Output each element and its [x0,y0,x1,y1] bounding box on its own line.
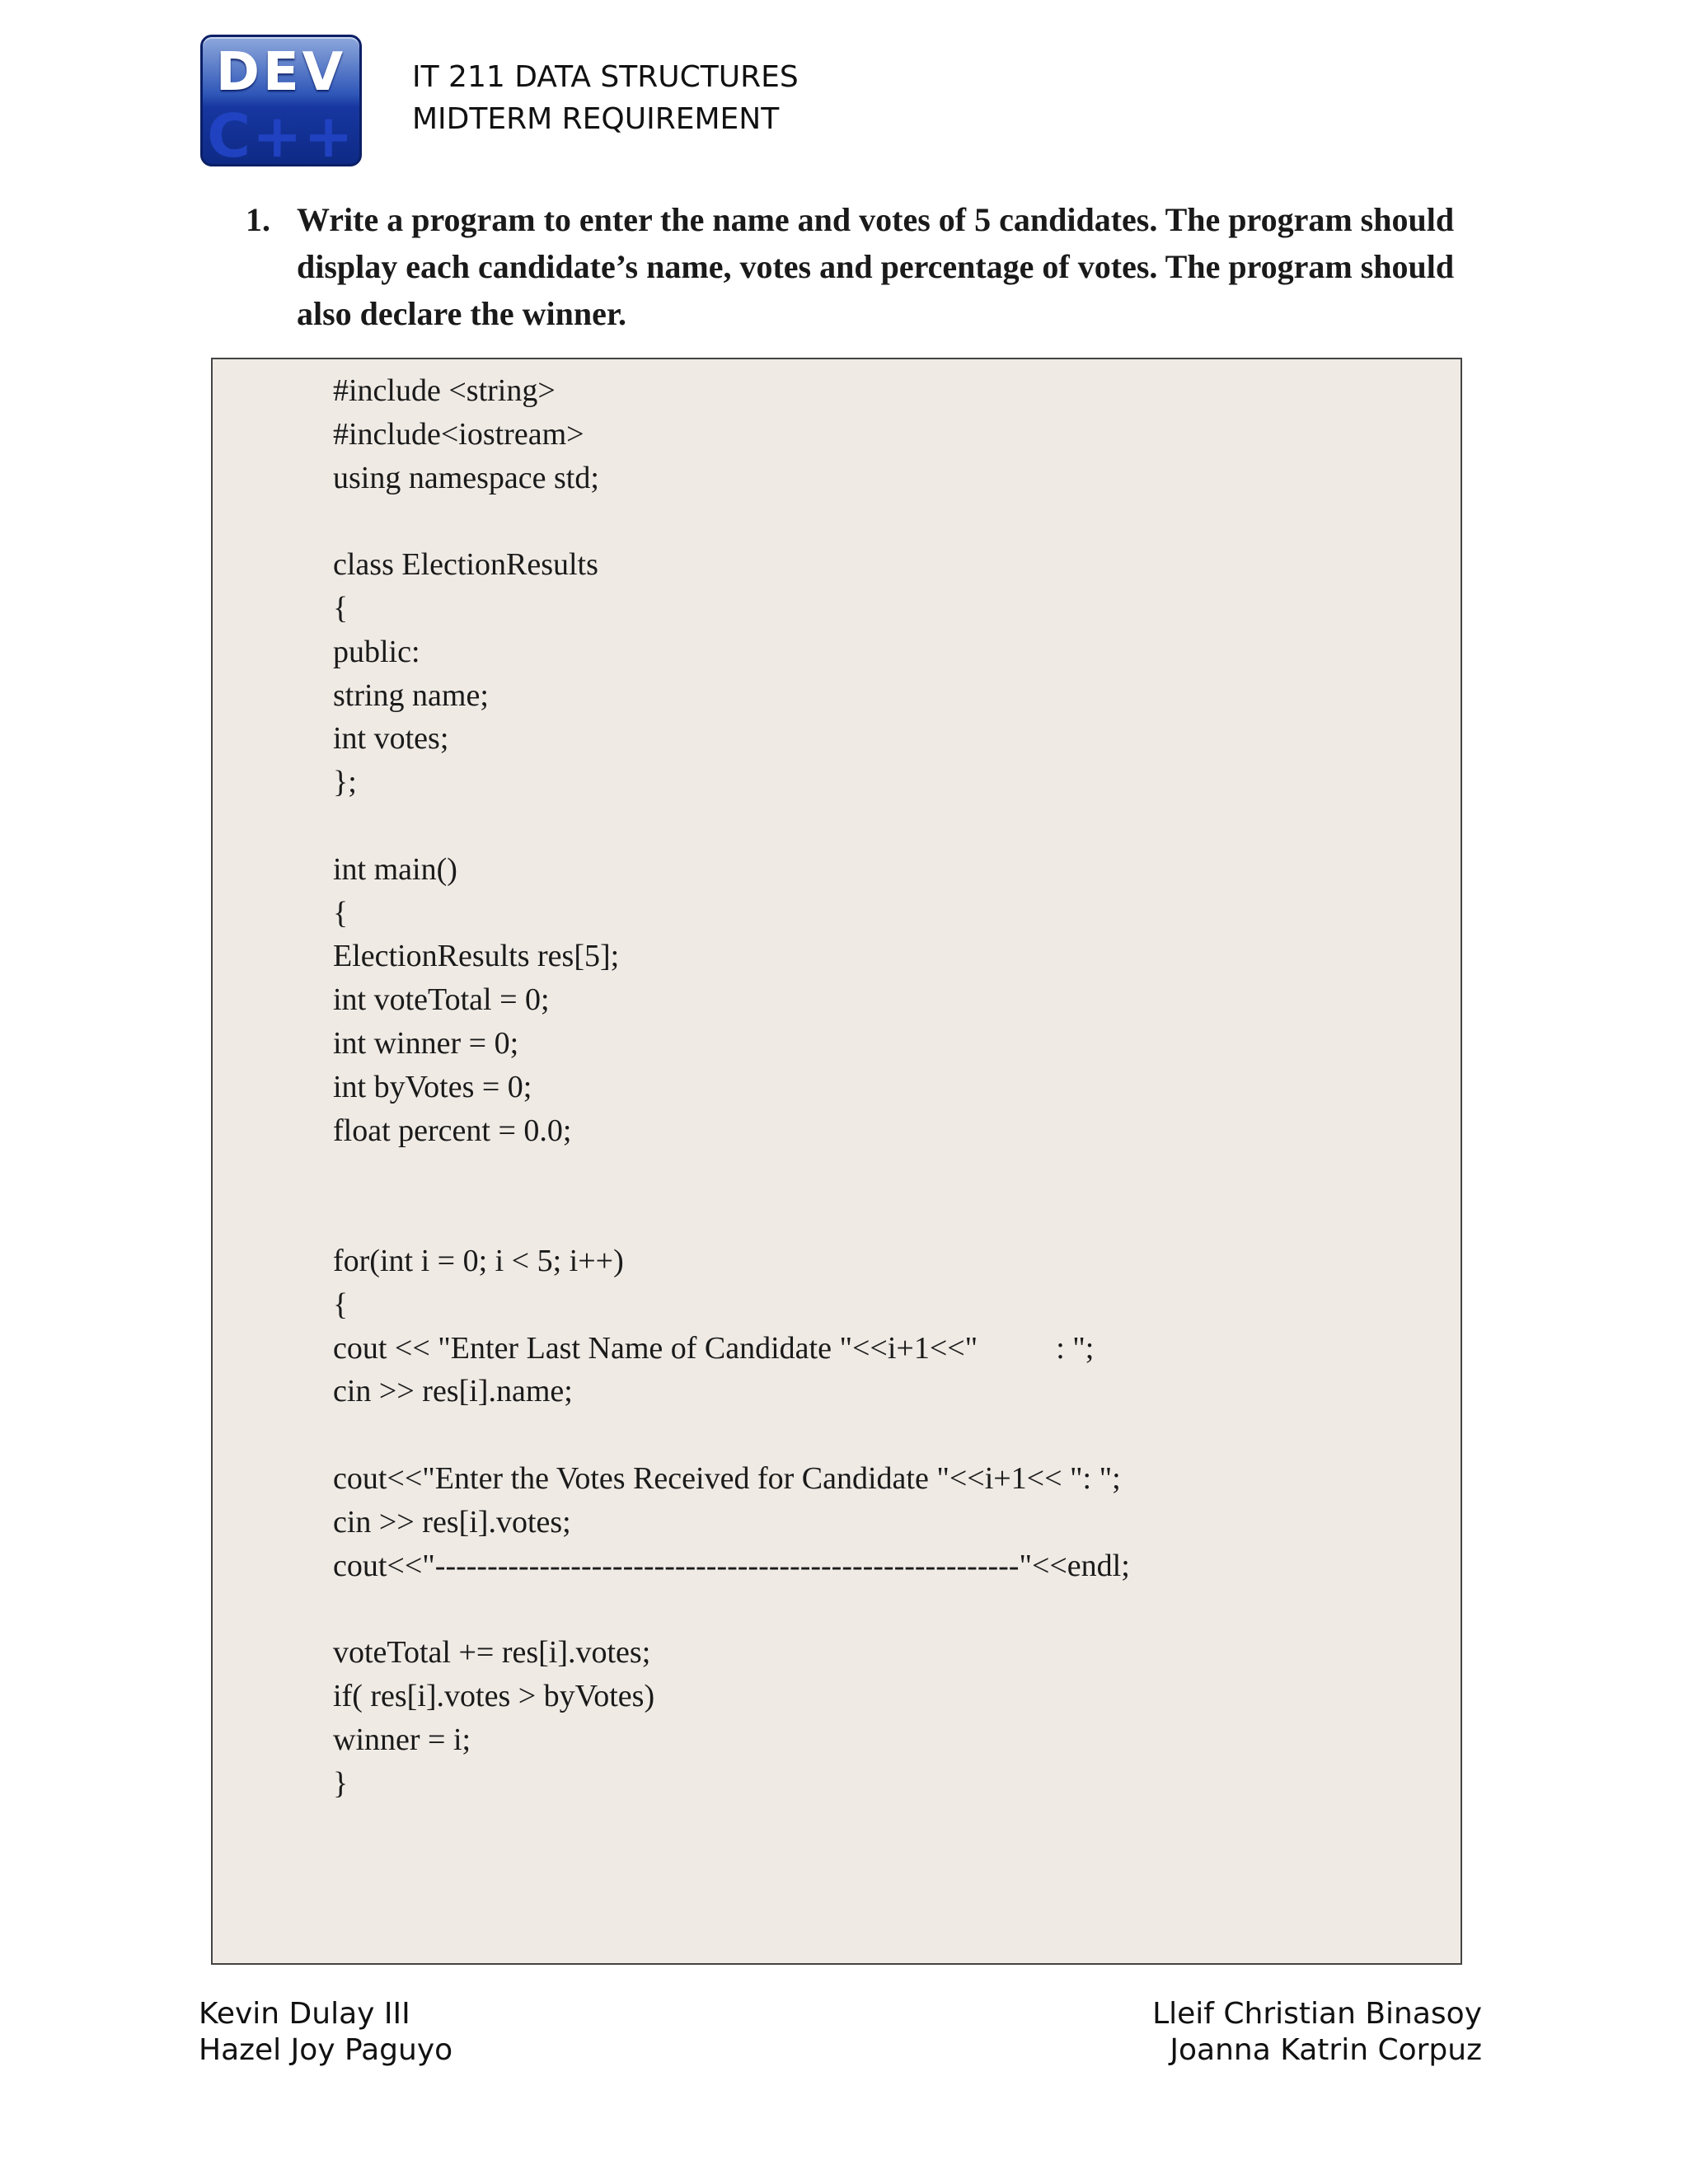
code-line: { [333,1286,349,1322]
code-line: int votes; [333,721,449,757]
code-line: for(int i = 0; i < 5; i++) [333,1243,624,1278]
code-line [333,1587,1130,1631]
code-line: cout<<"Enter the Votes Received for Candidate "<<i+1<< ": "; [333,1460,1121,1496]
author-name: Hazel Joy Paguyo [199,2033,453,2067]
course-title: IT 211 DATA STRUCTURES [412,60,799,94]
code-line: cin >> res[i].name; [333,1374,573,1409]
code-line: public: [333,634,420,669]
dev-cpp-logo [200,35,362,166]
code-line: if( res[i].votes > byVotes) [333,1678,655,1713]
code-line: float percent = 0.0; [333,1113,572,1148]
code-line: voteTotal += res[i].votes; [333,1635,651,1671]
code-box [211,358,1462,1965]
footer-authors-right [1152,1996,1482,2069]
code-line [333,1152,1130,1196]
code-line: cout<<"--------------------------------------------------------"<<endl; [333,1548,1130,1583]
code-line [333,1413,1130,1457]
code-line: { [333,895,349,930]
author-name: Lleif Christian Binasoy [1152,1997,1482,2031]
logo-top-text: DEV [215,42,347,103]
code-line [333,804,1130,848]
logo-bottom-text: C++ [207,101,355,166]
code-line: int main() [333,851,457,887]
code-line: int byVotes = 0; [333,1069,532,1104]
code-line: string name; [333,677,489,713]
code-line [333,499,1130,543]
question-text: Write a program to enter the name and votes of 5 candidates. The program should display each candidate’s name, votes and percentage of votes. The program should also declare the winner. [297,201,1455,332]
author-name: Joanna Katrin Corpuz [1170,2033,1482,2067]
code-line: using namespace std; [333,460,599,495]
code-line: class ElectionResults [333,547,598,583]
code-line: ElectionResults res[5]; [333,939,620,974]
code-listing [333,369,1130,1805]
code-line: } [333,1765,349,1801]
code-line: { [333,590,349,626]
code-line: cin >> res[i].votes; [333,1504,571,1540]
author-name: Kevin Dulay III [199,1997,410,2031]
code-line: winner = i; [333,1722,471,1757]
code-line [333,1196,1130,1240]
code-line: int winner = 0; [333,1025,519,1061]
code-line: }; [333,765,357,800]
code-line: #include<iostream> [333,416,584,452]
code-line: #include <string> [333,373,556,408]
code-line: cout << "Enter Last Name of Candidate "<<i+1<<" : "; [333,1330,1095,1366]
footer-authors-left [199,1996,452,2069]
document-header [412,56,799,140]
code-line: int voteTotal = 0; [333,982,550,1018]
question-1 [246,196,1482,337]
question-number: 1. [246,201,270,238]
requirement-title: MIDTERM REQUIREMENT [412,102,780,136]
